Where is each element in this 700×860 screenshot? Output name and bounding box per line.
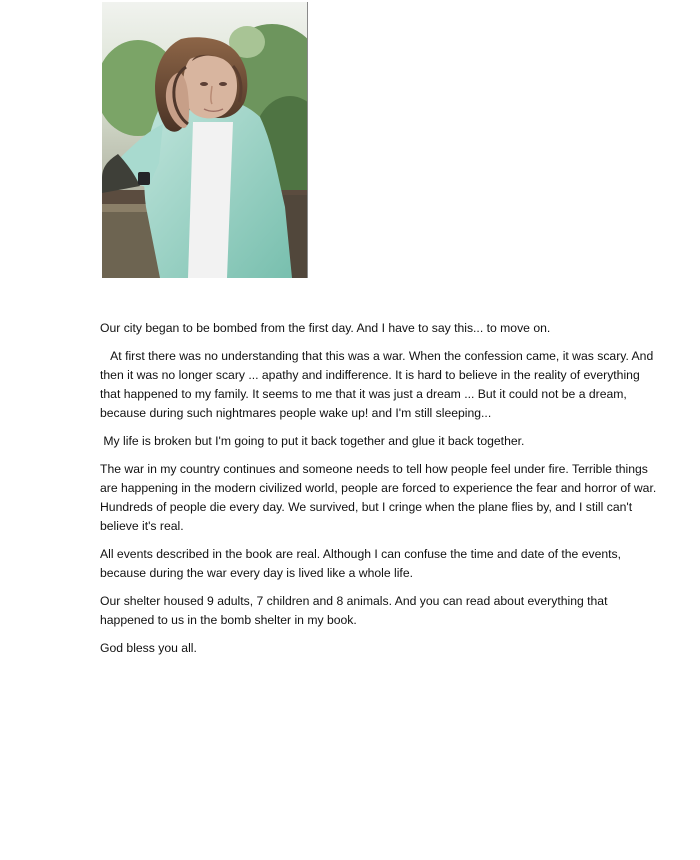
photo-frame-line	[307, 2, 308, 278]
document-body	[100, 319, 660, 667]
paragraph-6: Our shelter housed 9 adults, 7 children and 8 animals. And you can read about everything that happened to us in the bomb shelter in my book.	[100, 594, 611, 627]
paragraph-2: At first there was no understanding that this was a war. When the confession came, it was scary. And then it was no longer scary ... apathy and indifference. It is hard to believe in the reality of everything that happened to my family. It seems to me that it was just a dream ... But it could not be a dream, because during such nightmares people wake up! and I'm still sleeping...	[100, 349, 657, 420]
paragraph-3: My life is broken but I'm going to put it back together and glue it back together.	[100, 434, 525, 448]
author-photo	[102, 2, 308, 278]
paragraph-4: The war in my country continues and someone needs to tell how people feel under fire. Terrible things are happening in the modern civilized world, people are forced to experience the fear and horror of war. Hundreds of people die every day. We survived, but I cringe when the plane flies by, and I still can't believe it's real.	[100, 462, 660, 533]
paragraph-5: All events described in the book are real. Although I can confuse the time and date of the events, because during the war every day is lived like a whole life.	[100, 547, 625, 580]
paragraph-1: Our city began to be bombed from the first day. And I have to say this... to move on.	[100, 321, 551, 335]
paragraph-7: God bless you all.	[100, 641, 197, 655]
